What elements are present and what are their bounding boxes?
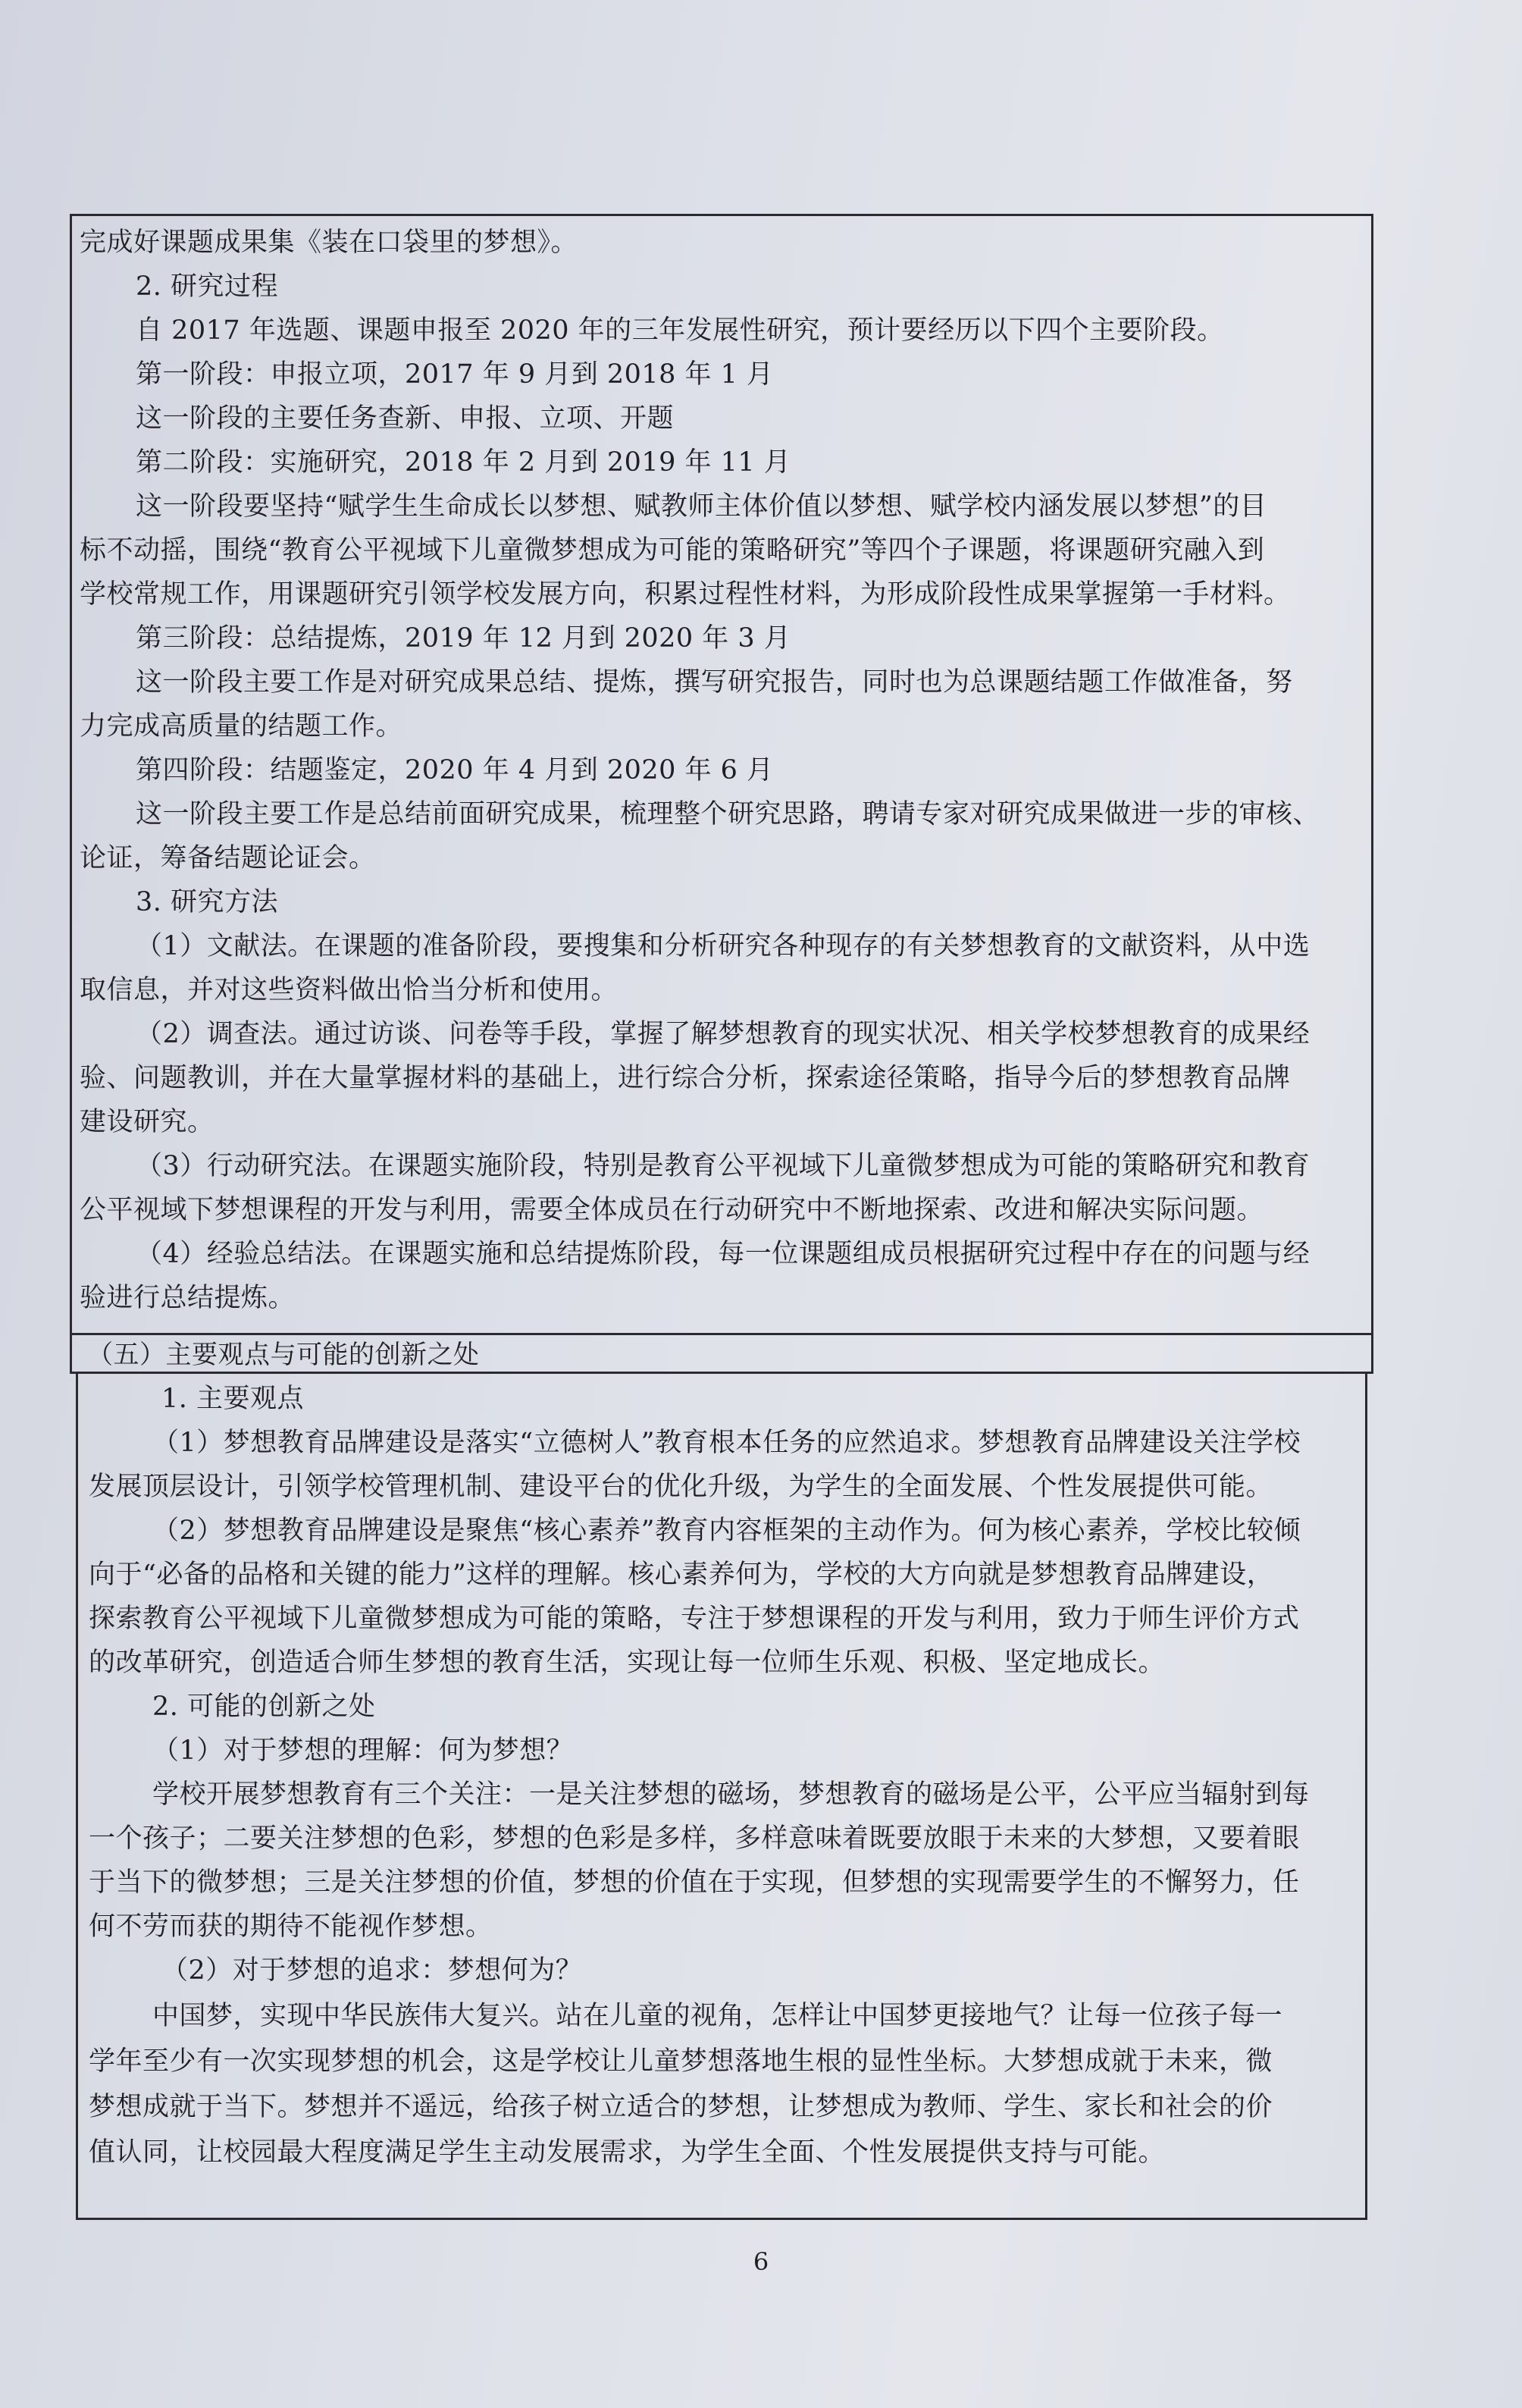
text-line: 这一阶段主要工作是对研究成果总结、提炼，撰写研究报告，同时也为总课题结题工作做准备，努 [136,667,1293,698]
text-line: 这一阶段要坚持“赋学生生命成长以梦想、赋教师主体价值以梦想、赋学校内涵发展以梦想”的目 [136,491,1267,522]
text-line: 验进行总结提炼。 [80,1283,296,1313]
text-line: 学校开展梦想教育有三个关注：一是关注梦想的磁场，梦想教育的磁场是公平，公平应当辐射到每 [152,1779,1310,1810]
text-line: 自 2017 年选题、课题申报至 2020 年的三年发展性研究，预计要经历以下四个主要阶段。 [136,315,1224,346]
text-line: 标不动摇，围绕“教育公平视域下儿童微梦想成为可能的策略研究”等四个子课题，将课题研究融入到 [80,535,1265,566]
text-line: 论证，筹备结题论证会。 [80,843,376,873]
text-line: 取信息，并对这些资料做出恰当分析和使用。 [80,975,619,1005]
text-line: 发展顶层设计，引领学校管理机制、建设平台的优化升级，为学生的全面发展、个性发展提供可能。 [89,1472,1273,1502]
text-line: 探索教育公平视域下儿童微梦想成为可能的策略，专注于梦想课程的开发与利用，致力于师生评价方式 [89,1604,1300,1634]
text-line: 学校常规工作，用课题研究引领学校发展方向，积累过程性材料，为形成阶段性成果掌握第一手材料。 [80,579,1291,610]
text-line: 力完成高质量的结题工作。 [80,711,403,742]
subheading-main-viewpoints: 1. 主要观点 [161,1384,305,1414]
text-line: （2）调查法。通过访谈、问卷等手段，掌握了解梦想教育的现实状况、相关学校梦想教育的成果经 [136,1019,1311,1049]
text-line: 建设研究。 [80,1107,215,1137]
stage-one: 第一阶段：申报立项，2017 年 9 月到 2018 年 1 月 [136,359,774,390]
text-line: 一个孩子；二要关注梦想的色彩，梦想的色彩是多样，多样意味着既要放眼于未来的大梦想，又要着眼 [89,1823,1300,1854]
subheading-innovation: 2. 可能的创新之处 [152,1692,376,1722]
text-line: 值认同，让校园最大程度满足学生主动发展需求，为学生全面、个性发展提供支持与可能。 [89,2137,1166,2168]
research-process-cell [70,214,1373,1333]
stage-three: 第三阶段：总结提炼，2019 年 12 月到 2020 年 3 月 [136,623,791,654]
text-line: （3）行动研究法。在课题实施阶段，特别是教育公平视域下儿童微梦想成为可能的策略研究和教育 [136,1151,1311,1181]
text-line: （2）梦想教育品牌建设是聚焦“核心素养”教育内容框架的主动作为。何为核心素养，学校比较倾 [152,1516,1301,1546]
text-line: 公平视域下梦想课程的开发与利用，需要全体成员在行动研究中不断地探索、改进和解决实际问题。 [80,1195,1264,1225]
text-line: 完成好课题成果集《装在口袋里的梦想》。 [80,227,578,258]
text-line: 向于“必备的品格和关键的能力”这样的理解。核心素养何为，学校的大方向就是梦想教育品牌建设， [89,1560,1274,1590]
text-line: （2）对于梦想的追求：梦想何为？ [161,1955,583,1986]
page-number: 6 [753,2247,769,2276]
text-line: 验、问题教训，并在大量掌握材料的基础上，进行综合分析，探索途径策略，指导今后的梦想教育品牌 [80,1063,1291,1093]
text-line: 这一阶段主要工作是总结前面研究成果，梳理整个研究思路，聘请专家对研究成果做进一步的审核、 [136,799,1320,829]
text-line: 的改革研究，创造适合师生梦想的教育生活，实现让每一位师生乐观、积极、坚定地成长。 [89,1648,1166,1678]
section-header: （五）主要观点与可能的创新之处 [87,1340,480,1370]
text-line: （1）文献法。在课题的准备阶段，要搜集和分析研究各种现存的有关梦想教育的文献资料，从中选 [136,931,1311,961]
stage-four: 第四阶段：结题鉴定，2020 年 4 月到 2020 年 6 月 [136,755,774,785]
text-line: 梦想成就于当下。梦想并不遥远，给孩子树立适合的梦想，让梦想成为教师、学生、家长和社会的价 [89,2092,1273,2122]
stage-two: 第二阶段：实施研究，2018 年 2 月到 2019 年 11 月 [136,447,791,478]
text-line: （4）经验总结法。在课题实施和总结提炼阶段，每一位课题组成员根据研究过程中存在的问题与经 [136,1239,1311,1269]
subheading-research-process: 2. 研究过程 [136,271,279,302]
text-line: 这一阶段的主要任务查新、申报、立项、开题 [136,403,675,434]
text-line: 何不劳而获的期待不能视作梦想。 [89,1911,493,1942]
text-line: 中国梦，实现中华民族伟大复兴。站在儿童的视角，怎样让中国梦更接地气？让每一位孩子每一 [152,2001,1283,2031]
text-line: 于当下的微梦想；三是关注梦想的价值，梦想的价值在于实现，但梦想的实现需要学生的不懈努力，任 [89,1867,1300,1898]
text-line: （1）对于梦想的理解：何为梦想？ [152,1735,574,1766]
text-line: （1）梦想教育品牌建设是落实“立德树人”教育根本任务的应然追求。梦想教育品牌建设关注学校 [152,1428,1301,1458]
text-line: 学年至少有一次实现梦想的机会，这是学校让儿童梦想落地生根的显性坐标。大梦想成就于未来，微 [89,2046,1273,2077]
section-header-cell [70,1333,1373,1374]
viewpoints-innovation-cell [76,1374,1367,2220]
subheading-research-methods: 3. 研究方法 [136,887,279,917]
